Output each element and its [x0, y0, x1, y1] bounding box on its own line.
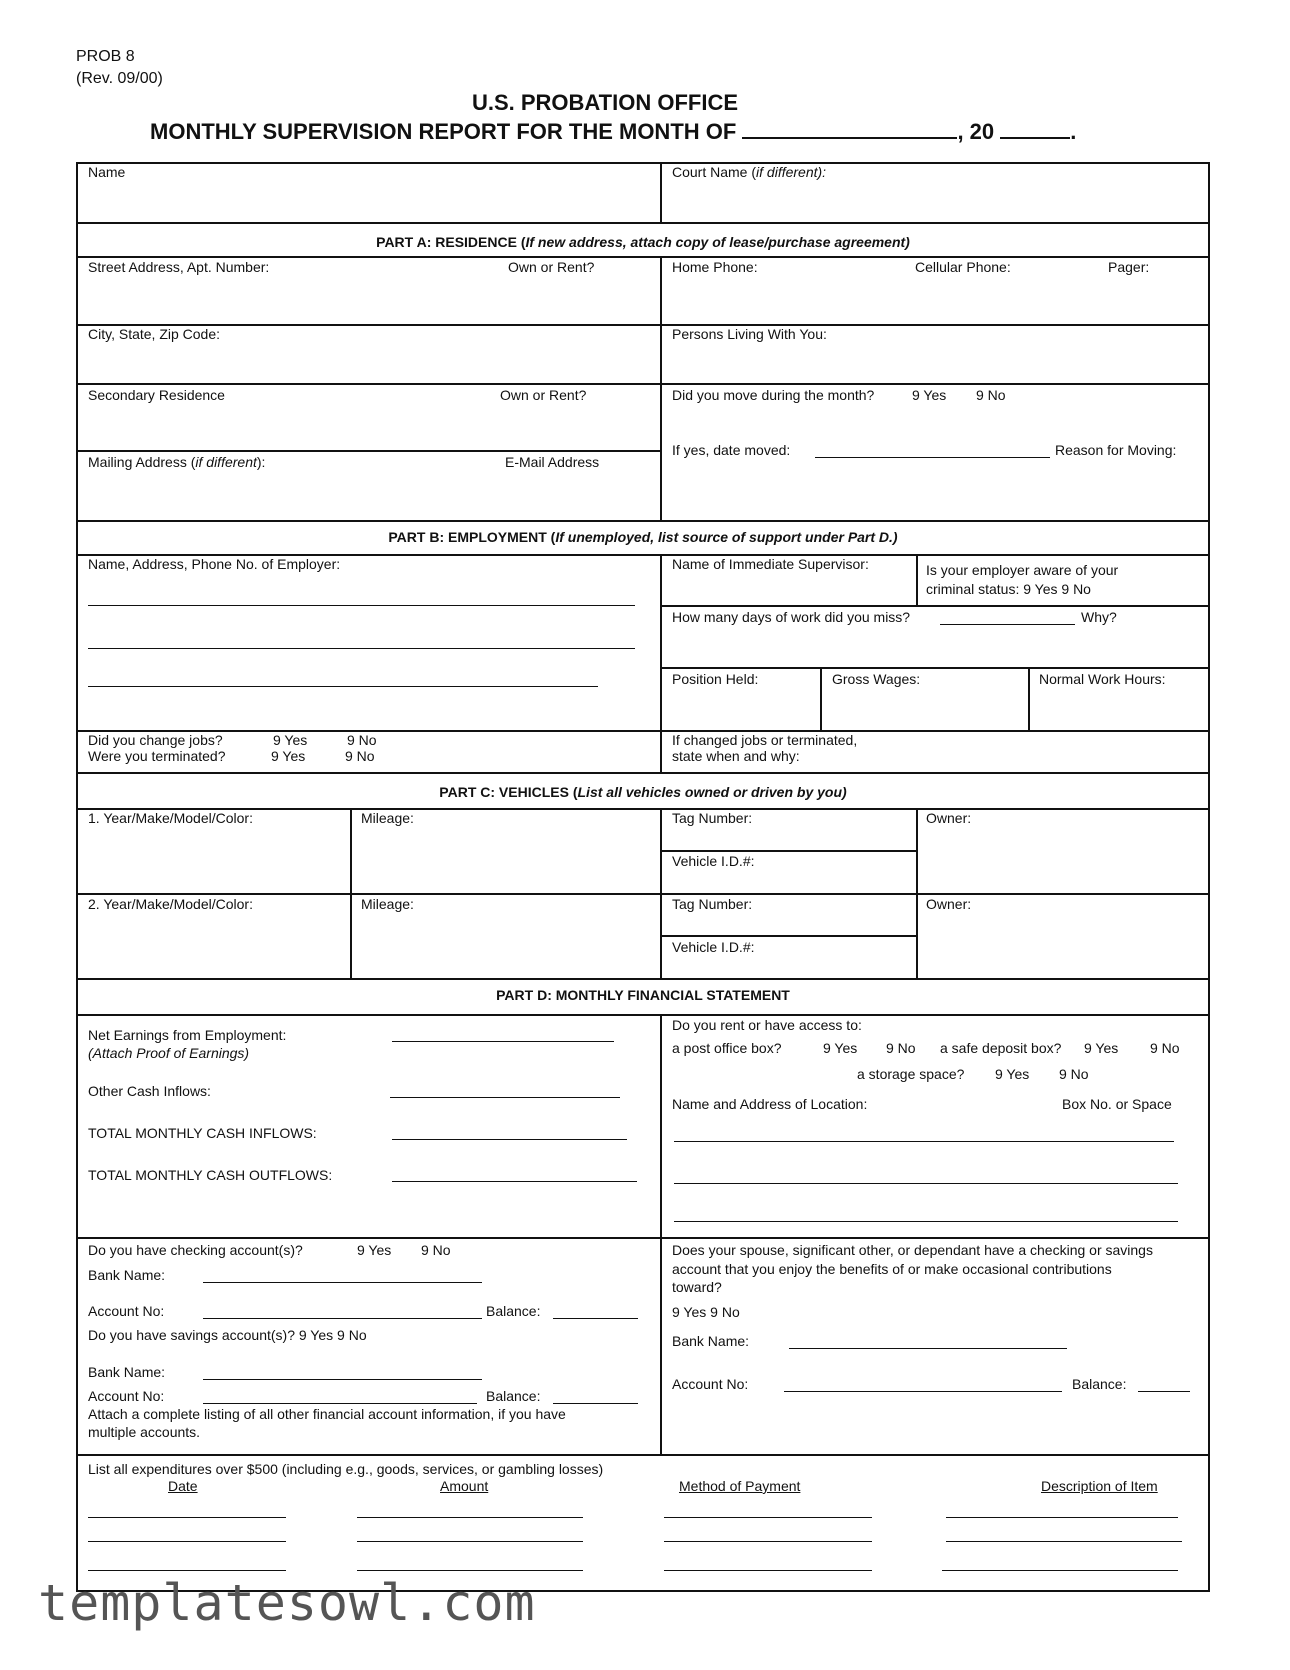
aware-question-1: Is your employer aware of your [926, 562, 1119, 578]
col-method: Method of Payment [679, 1478, 801, 1494]
attach-proof-label: (Attach Proof of Earnings) [88, 1045, 250, 1061]
vehicle-1-label: 1. Year/Make/Model/Color: [88, 810, 253, 826]
vehicle-1-vin-label: Vehicle I.D.#: [672, 853, 755, 869]
part-c-heading: PART C: VEHICLES (List all vehicles owned or driven by you) [439, 784, 847, 800]
checking-bank-label: Bank Name: [88, 1267, 166, 1283]
vehicle-1-tag-label: Tag Number: [672, 810, 753, 826]
change-jobs-question: Did you change jobs? [88, 732, 223, 748]
position-label: Position Held: [672, 671, 759, 687]
total-outflows-label: TOTAL MONTHLY CASH OUTFLOWS: [88, 1167, 333, 1183]
changed-jobs-label-1: If changed jobs or terminated, [672, 732, 858, 748]
box-no-label: Box No. or Space [1062, 1096, 1172, 1112]
checking-yes[interactable]: 9 Yes [357, 1242, 392, 1258]
savings-bank-label: Bank Name: [88, 1364, 166, 1380]
savings-account-label: Account No: [88, 1388, 165, 1404]
own-rent-label: Own or Rent? [508, 259, 595, 275]
cell-phone-label: Cellular Phone: [915, 259, 1011, 275]
changed-jobs-label-2: state when and why: [672, 748, 800, 764]
own-rent-label-2: Own or Rent? [500, 387, 587, 403]
safe-box-label: a safe deposit box? [940, 1040, 1062, 1056]
mailing-address-label: Mailing Address (if different): [88, 454, 266, 470]
terminated-no[interactable]: 9 No [345, 748, 375, 764]
terminated-yes[interactable]: 9 Yes [271, 748, 306, 764]
spouse-question-3: toward? [672, 1279, 722, 1295]
vehicle-2-vin-label: Vehicle I.D.#: [672, 939, 755, 955]
part-a-heading: PART A: RESIDENCE (If new address, attach copy of lease/purchase agreement) [376, 234, 910, 250]
form-frame [76, 162, 1210, 1592]
home-phone-label: Home Phone: [672, 259, 758, 275]
work-hours-label: Normal Work Hours: [1039, 671, 1166, 687]
secondary-residence-label: Secondary Residence [88, 387, 225, 403]
spouse-question-2: account that you enjoy the benefits of or make occasional contributions [672, 1261, 1112, 1277]
form-id: PROB 8 [76, 48, 135, 65]
savings-balance-label: Balance: [486, 1388, 541, 1404]
storage-yes[interactable]: 9 Yes [995, 1066, 1030, 1082]
watermark: templatesowl.com [38, 1574, 536, 1632]
vehicle-2-tag-label: Tag Number: [672, 896, 753, 912]
po-box-label: a post office box? [672, 1040, 782, 1056]
col-amount: Amount [440, 1478, 489, 1494]
attach-listing-1: Attach a complete listing of all other financial account information, if you have [88, 1406, 566, 1422]
po-box-no[interactable]: 9 No [886, 1040, 916, 1056]
spouse-question-1: Does your spouse, significant other, or dependant have a checking or savings [672, 1242, 1153, 1258]
moved-no-checkbox[interactable]: 9 No [976, 387, 1006, 403]
city-label: City, State, Zip Code: [88, 326, 221, 342]
part-d-heading: PART D: MONTHLY FINANCIAL STATEMENT [496, 987, 790, 1003]
why-label: Why? [1081, 609, 1117, 625]
email-label: E-Mail Address [505, 454, 600, 470]
rent-access-label: Do you rent or have access to: [672, 1017, 862, 1033]
checking-no[interactable]: 9 No [421, 1242, 451, 1258]
po-box-yes[interactable]: 9 Yes [823, 1040, 858, 1056]
street-label: Street Address, Apt. Number: [88, 259, 270, 275]
vehicle-1-mileage-label: Mileage: [361, 810, 414, 826]
total-inflows-label: TOTAL MONTHLY CASH INFLOWS: [88, 1125, 317, 1141]
safe-box-no[interactable]: 9 No [1150, 1040, 1180, 1056]
page-title: U.S. PROBATION OFFICE [471, 90, 739, 115]
other-cash-label: Other Cash Inflows: [88, 1083, 211, 1099]
storage-no[interactable]: 9 No [1059, 1066, 1089, 1082]
vehicle-2-label: 2. Year/Make/Model/Color: [88, 896, 253, 912]
spouse-yes-no[interactable]: 9 Yes 9 No [672, 1304, 740, 1320]
spouse-bank-label: Bank Name: [672, 1333, 750, 1349]
terminated-question: Were you terminated? [88, 748, 226, 764]
employer-label: Name, Address, Phone No. of Employer: [88, 556, 341, 572]
moved-yes-checkbox[interactable]: 9 Yes [912, 387, 947, 403]
safe-box-yes[interactable]: 9 Yes [1084, 1040, 1119, 1056]
moved-question: Did you move during the month? [672, 387, 875, 403]
storage-label: a storage space? [857, 1066, 965, 1082]
gross-wages-label: Gross Wages: [832, 671, 921, 687]
col-date: Date [168, 1478, 198, 1494]
savings-question[interactable]: Do you have savings account(s)? 9 Yes 9 No [88, 1327, 367, 1343]
court-name-label: Court Name (if different): [672, 164, 827, 180]
vehicle-1-owner-label: Owner: [926, 810, 972, 826]
revision: (Rev. 09/00) [76, 70, 163, 87]
date-moved-label: If yes, date moved: [672, 442, 791, 458]
location-label: Name and Address of Location: [672, 1096, 868, 1112]
spouse-balance-label: Balance: [1072, 1376, 1127, 1392]
part-b-heading: PART B: EMPLOYMENT (If unemployed, list source of support under Part D.) [388, 529, 898, 545]
net-earnings-label: Net Earnings from Employment: [88, 1027, 287, 1043]
reason-moving-label: Reason for Moving: [1055, 442, 1177, 458]
supervisor-label: Name of Immediate Supervisor: [672, 556, 869, 572]
persons-label: Persons Living With You: [672, 326, 827, 342]
pager-label: Pager: [1108, 259, 1150, 275]
attach-listing-2: multiple accounts. [88, 1424, 201, 1440]
aware-question-2[interactable]: criminal status: 9 Yes 9 No [926, 581, 1091, 597]
name-label: Name [88, 164, 126, 180]
col-description: Description of Item [1041, 1478, 1158, 1494]
page-subtitle: MONTHLY SUPERVISION REPORT FOR THE MONTH OF , 20 . [150, 119, 1077, 144]
checking-balance-label: Balance: [486, 1303, 541, 1319]
checking-account-label: Account No: [88, 1303, 165, 1319]
change-jobs-no[interactable]: 9 No [347, 732, 377, 748]
name-field[interactable] [80, 180, 655, 218]
vehicle-2-mileage-label: Mileage: [361, 896, 414, 912]
expenditures-label: List all expenditures over $500 (including e.g., goods, services, or gambling losses) [88, 1461, 604, 1477]
court-name-field[interactable] [665, 180, 1205, 218]
spouse-account-label: Account No: [672, 1376, 749, 1392]
checking-question: Do you have checking account(s)? [88, 1242, 303, 1258]
days-missed-label: How many days of work did you miss? [672, 609, 911, 625]
change-jobs-yes[interactable]: 9 Yes [273, 732, 308, 748]
vehicle-2-owner-label: Owner: [926, 896, 972, 912]
